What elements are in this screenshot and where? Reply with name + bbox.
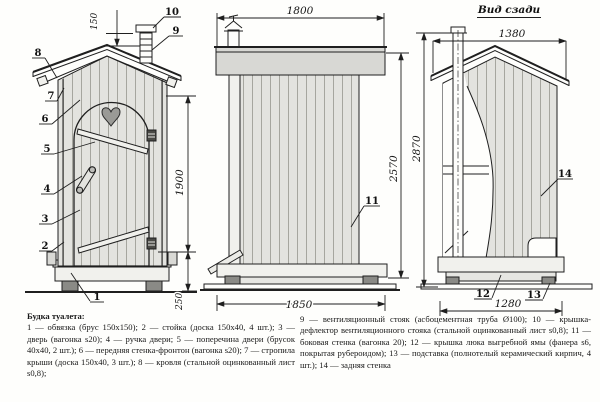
part-label-1: 1 (93, 292, 101, 303)
roof-slab (214, 47, 387, 75)
front-view (25, 7, 197, 311)
base-side (200, 264, 400, 290)
part-label-12: 12 (476, 289, 490, 300)
vent-stack-side (224, 15, 243, 49)
part-label-14: 14 (558, 169, 572, 180)
dim-width-1850 (217, 295, 385, 311)
dim-text-1850: 1850 (285, 299, 313, 311)
dim-text-2570: 2570 (388, 155, 400, 182)
base-back (421, 257, 592, 289)
legend-left-column (27, 311, 295, 379)
part-label-8: 8 (34, 48, 42, 59)
part-label-10: 10 (165, 7, 179, 18)
side-wall (229, 75, 359, 268)
dim-text-150: 150 (90, 12, 100, 30)
dim-base-250 (175, 252, 197, 311)
dim-chimney-150 (90, 10, 140, 46)
ground-plate (421, 284, 592, 289)
part-label-3: 3 (41, 214, 49, 225)
legend-items-1-8: 1 — обвязка (брус 150х150); 2 — стойка (доска 150х40, 4 шт.); 3 — дверь (вагонка s20); 4 — ручка двери; 5 — поперечина двери (брусок 40х40, 2 шт.); 6 — передняя стенка-фронтон (вагонка s20); 7 — стропила крыши (доска 150х40, 3 шт.); 8 — кровля (стальной оцинкованный лист s0,8); (27, 322, 295, 379)
dim-text-1800: 1800 (286, 5, 314, 17)
dim-text-1900: 1900 (174, 169, 186, 196)
legend-heading: Будка туалета: (27, 311, 85, 321)
legend-items-9-14: 9 — вентиляционный стояк (асбоцементная труба Ø100); 10 — крышка-дефлектор вентиляционного стояка (стальной оцинкованный лист s0,8); 11 — боковая стенка (вагонка 20); 12 — крышка люка выгребной ямы (фанера s6, покрытая рубероидом); 13 — подставка (полнотелый керамический кирпич, 4 шт.); 14 — задняя стенка (300, 314, 591, 370)
dim-text-1280: 1280 (494, 298, 522, 310)
part-label-5: 5 (43, 144, 51, 155)
vent-stack (136, 25, 156, 63)
dim-height-2570 (386, 53, 409, 278)
part-label-13: 13 (527, 290, 541, 301)
dim-width-1800 (217, 5, 384, 46)
part-label-9: 9 (172, 26, 180, 37)
pipe-channel (229, 75, 240, 268)
part-label-11: 11 (365, 196, 379, 207)
dim-text-250: 250 (175, 292, 185, 310)
seat-step (528, 238, 556, 258)
part-label-4: 4 (43, 184, 51, 195)
dim-text-2870: 2870 (411, 135, 423, 162)
brick-support (146, 281, 162, 291)
part-label-2: 2 (41, 241, 49, 252)
side-view (200, 5, 409, 311)
part-label-7: 7 (47, 91, 55, 102)
back-view (411, 4, 592, 316)
brick-support (62, 281, 78, 291)
deflector-cap (136, 25, 156, 32)
legend-right-column (300, 314, 591, 371)
back-view-title: Вид сзади (477, 4, 541, 16)
part-label-6: 6 (41, 114, 49, 125)
dim-text-1380: 1380 (498, 28, 526, 40)
